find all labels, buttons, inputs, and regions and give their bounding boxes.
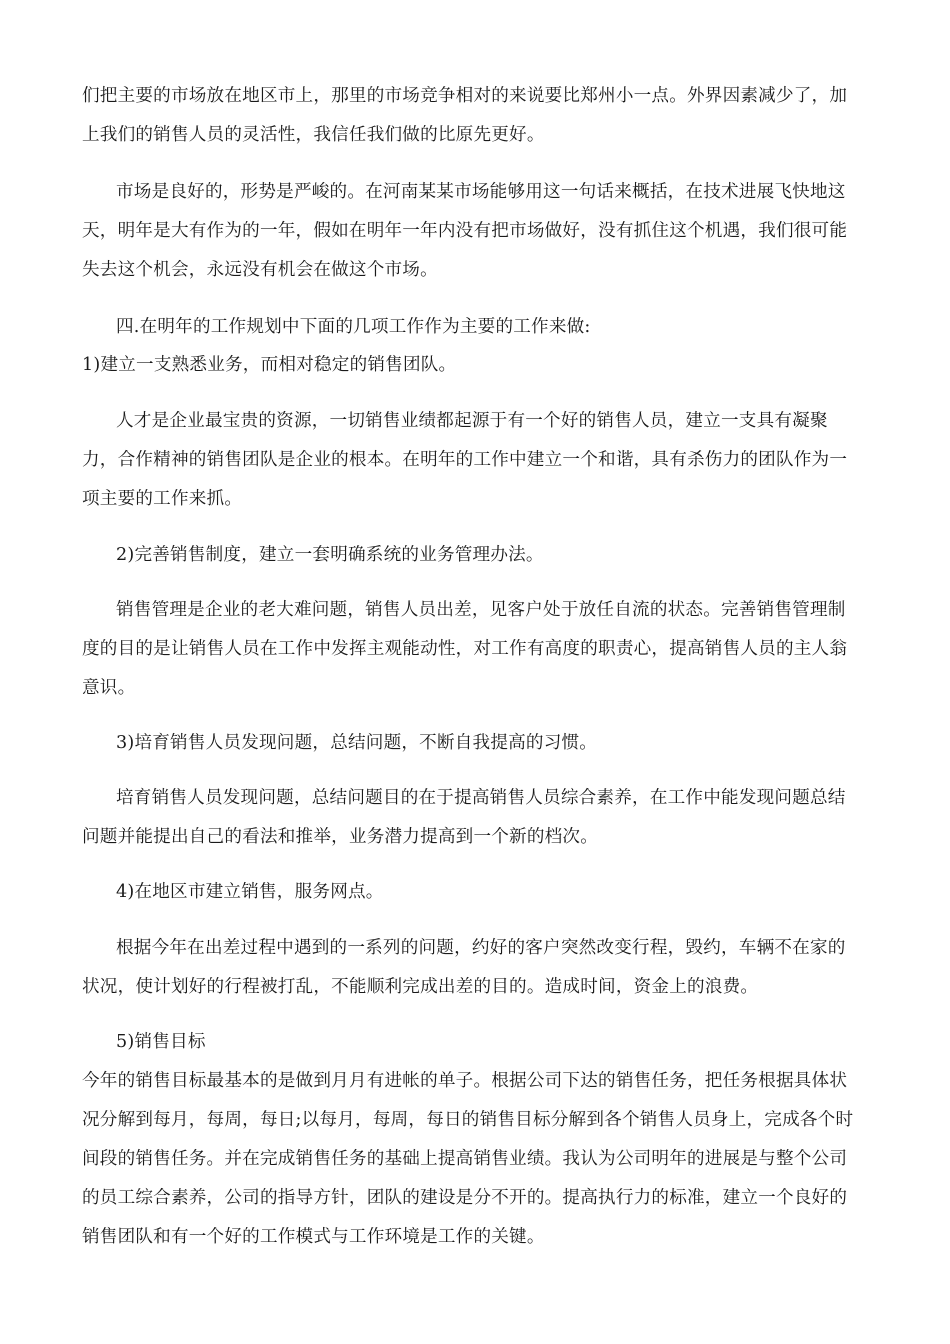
text-line-25: 的员工综合素养，公司的指导方针，团队的建设是分不开的。提高执行力的标准，建立一个良好的: [82, 1188, 848, 1208]
item-2-heading: 2)完善销售制度，建立一套明确系统的业务管理办法。: [116, 545, 544, 565]
text-line-14: 意识。: [82, 678, 136, 698]
text-line-20: 状况，使计划好的行程被打乱，不能顺利完成出差的目的。造成时间，资金上的浪费。: [82, 977, 759, 997]
text-line-2: 上我们的销售人员的灵活性，我信任我们做的比原先更好。: [82, 125, 545, 145]
section-heading: 四.在明年的工作规划中下面的几项工作作为主要的工作来做:: [116, 317, 591, 337]
item-5-heading: 5)销售目标: [116, 1032, 206, 1052]
text-line-8: 人才是企业最宝贵的资源，一切销售业绩都起源于有一个好的销售人员，建立一支具有凝聚: [116, 411, 828, 431]
text-line-4: 天，明年是大有作为的一年，假如在明年一年内没有把市场做好，没有抓住这个机遇，我们很可能: [82, 221, 848, 241]
text-line-26: 销售团队和有一个好的工作模式与工作环境是工作的关键。: [82, 1227, 545, 1247]
text-line-12: 销售管理是企业的老大难问题，销售人员出差，见客户处于放任自流的状态。完善销售管理制: [116, 600, 846, 620]
text-line-9: 力，合作精神的销售团队是企业的根本。在明年的工作中建立一个和谐，具有杀伤力的团队作为一: [82, 450, 848, 470]
item-1-heading: 1)建立一支熟悉业务，而相对稳定的销售团队。: [82, 355, 457, 375]
item-3-heading: 3)培育销售人员发现问题，总结问题，不断自我提高的习惯。: [116, 733, 598, 753]
text-line-19: 根据今年在出差过程中遇到的一系列的问题，约好的客户突然改变行程，毁约，车辆不在家的: [116, 938, 846, 958]
text-line-1: 们把主要的市场放在地区市上，那里的市场竞争相对的来说要比郑州小一点。外界因素减少了，加: [82, 86, 848, 106]
text-line-23: 况分解到每月，每周，每日;以每月，每周，每日的销售目标分解到各个销售人员身上，完成各个时: [82, 1110, 854, 1130]
text-line-3: 市场是良好的，形势是严峻的。在河南某某市场能够用这一句话来概括，在技术进展飞快地这: [116, 182, 846, 202]
item-4-heading: 4)在地区市建立销售，服务网点。: [116, 882, 384, 902]
text-line-17: 问题并能提出自己的看法和推举，业务潜力提高到一个新的档次。: [82, 827, 599, 847]
text-line-13: 度的目的是让销售人员在工作中发挥主观能动性，对工作有高度的职责心，提高销售人员的主人翁: [82, 639, 848, 659]
text-line-22: 今年的销售目标最基本的是做到月月有进帐的单子。根据公司下达的销售任务，把任务根据具体状: [82, 1071, 848, 1091]
text-line-24: 间段的销售任务。并在完成销售任务的基础上提高销售业绩。我认为公司明年的进展是与整个公司: [82, 1149, 848, 1169]
text-line-5: 失去这个机会，永远没有机会在做这个市场。: [82, 260, 438, 280]
text-line-16: 培育销售人员发现问题，总结问题目的在于提高销售人员综合素养，在工作中能发现问题总结: [116, 788, 846, 808]
text-line-10: 项主要的工作来抓。: [82, 489, 243, 509]
